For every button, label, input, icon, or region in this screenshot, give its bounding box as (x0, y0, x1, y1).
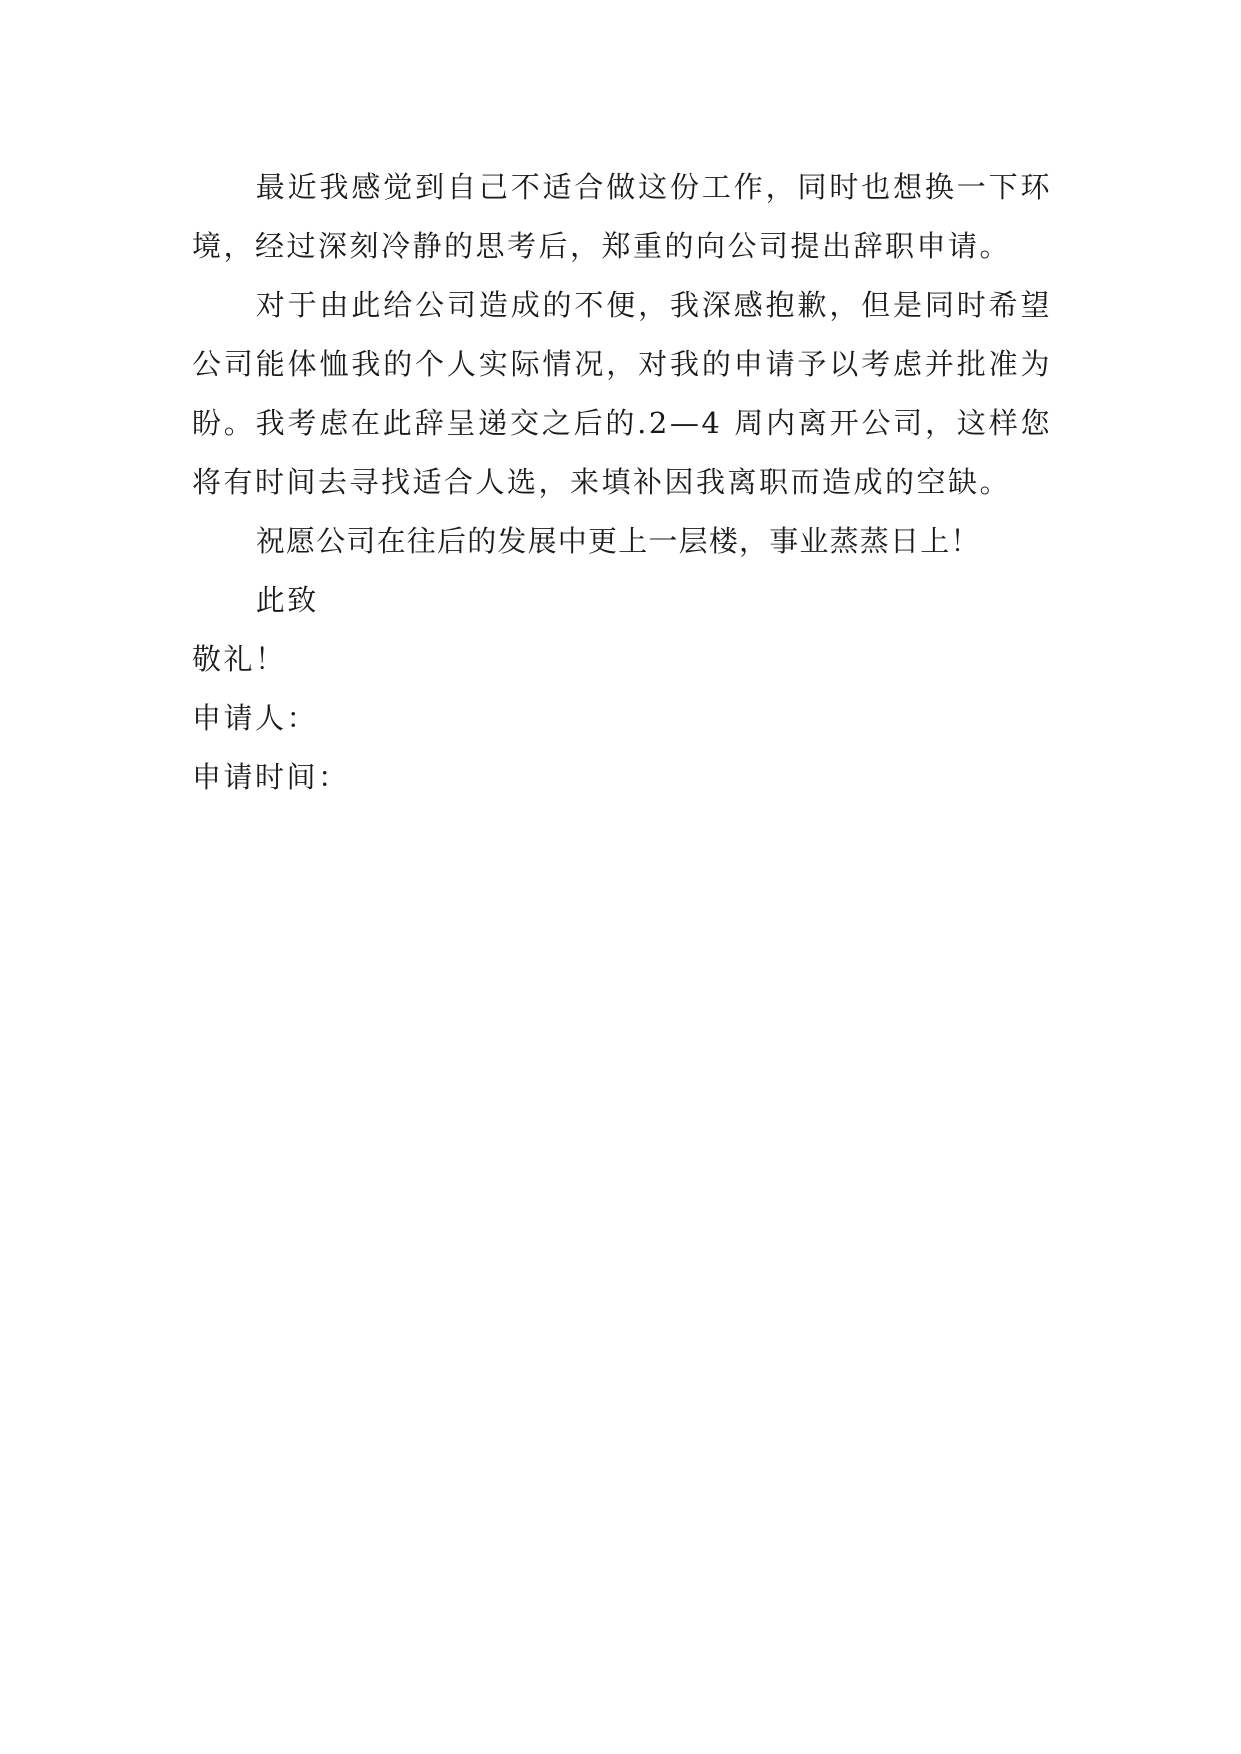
closing-regards: 敬礼！ (192, 642, 287, 676)
letter-paragraph-reason: 最近我感觉到自己不适合做这份工作，同时也想换一下环境，经过深刻冷静的思考后，郑重的向公司提出辞职申请。 (192, 170, 1052, 263)
letter-paragraph-wishes: 祝愿公司在往后的发展中更上一层楼，事业蒸蒸日上！ (255, 524, 981, 558)
application-date-label: 申请时间： (192, 760, 350, 794)
applicant-label: 申请人： (192, 701, 319, 735)
closing-salutation: 此致 (255, 583, 319, 617)
letter-body (192, 158, 1052, 807)
letter-paragraph-apology: 对于由此给公司造成的不便，我深感抱歉，但是同时希望公司能体恤我的个人实际情况，对我的申请予以考虑并批准为盼。我考虑在此辞呈递交之后的.2—4 周内离开公司，这样您将有时间去寻找适合人选，来填补因我离职而造成的空缺。 (192, 288, 1052, 499)
